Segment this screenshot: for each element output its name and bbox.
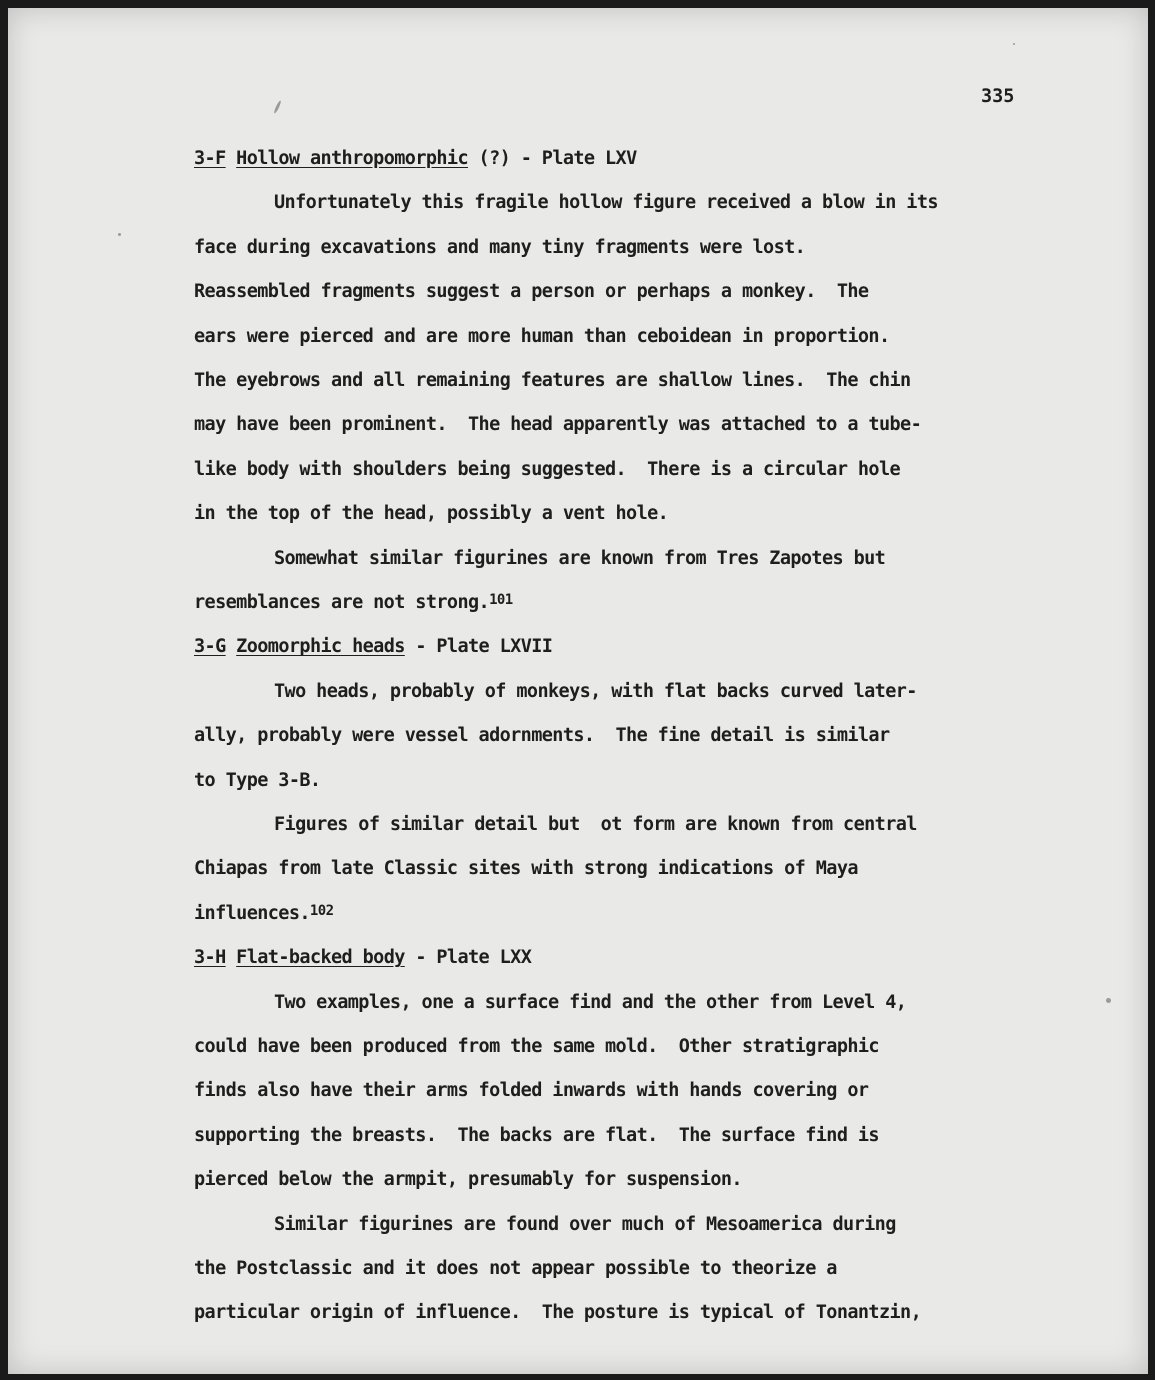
- section-heading: [194, 148, 637, 169]
- body-line: [274, 992, 906, 1013]
- section-plate-ref: - Plate LXX: [404, 947, 532, 969]
- body-text: resemblances are not strong.: [194, 592, 490, 613]
- section-heading: [194, 636, 552, 657]
- body-text: influences.: [194, 902, 310, 924]
- footnote-ref: 101: [489, 592, 513, 608]
- page-number: 335: [981, 86, 1015, 107]
- section-code: 3-H: [194, 947, 226, 969]
- section-title: Zoomorphic heads: [236, 636, 405, 658]
- body-line: [194, 370, 911, 391]
- section-title: Hollow anthropomorphic: [236, 148, 469, 169]
- body-line: [194, 237, 805, 258]
- body-text: in the top of the head, possibly a vent hole.: [194, 503, 669, 525]
- body-text: may have been prominent. The head apparently was attached to a tube-: [194, 414, 922, 436]
- body-text: Two examples, one a surface find and the other from Level 4,: [274, 991, 907, 1013]
- body-text: ally, probably were vessel adornments. The fine detail is similar: [194, 725, 890, 747]
- section-title: Flat-backed body: [236, 947, 405, 969]
- body-line: [274, 192, 938, 213]
- body-line: [194, 858, 858, 879]
- body-line: [194, 281, 868, 302]
- body-line: [194, 1125, 879, 1146]
- body-line: [194, 592, 513, 613]
- section-code: 3-F: [194, 148, 226, 169]
- body-line: [194, 503, 668, 524]
- document-page: [8, 8, 1148, 1374]
- body-text: Unfortunately this fragile hollow figure received a blow in its: [274, 192, 938, 214]
- section-code: 3-G: [194, 636, 226, 658]
- body-text: The eyebrows and all remaining features are shallow lines. The chin: [194, 370, 911, 391]
- footnote-ref: 102: [309, 902, 334, 919]
- body-line: [194, 459, 900, 480]
- body-line: [194, 326, 890, 347]
- body-line: [274, 814, 917, 835]
- body-text: Similar figurines are found over much of Mesoamerica during: [274, 1213, 896, 1235]
- body-text: pierced below the armpit, presumably for suspension.: [194, 1169, 742, 1191]
- body-line: [194, 1258, 837, 1279]
- body-text: the Postclassic and it does not appear possible to theorize a: [194, 1258, 837, 1279]
- body-text: Two heads, probably of monkeys, with flat backs curved later-: [274, 680, 917, 702]
- body-text: face during excavations and many tiny fragments were lost.: [194, 236, 806, 258]
- body-line: [194, 770, 320, 791]
- body-text: particular origin of influence. The posture is typical of Tonantzin,: [194, 1302, 922, 1324]
- body-text: finds also have their arms folded inwards with hands covering or: [194, 1080, 869, 1102]
- body-text: to Type 3-B.: [194, 769, 321, 791]
- body-line: [194, 1036, 879, 1057]
- body-text: supporting the breasts. The backs are flat. The surface find is: [194, 1124, 879, 1146]
- section-plate-ref: - Plate LXVII: [404, 636, 553, 658]
- body-text: Reassembled fragments suggest a person or perhaps a monkey. The: [194, 281, 869, 303]
- section-plate-ref: (?) - Plate LXV: [468, 148, 637, 169]
- body-line: [194, 1302, 921, 1323]
- body-text: could have been produced from the same mold. Other stratigraphic: [194, 1036, 879, 1057]
- body-text: Somewhat similar figurines are known from Tres Zapotes but: [274, 547, 886, 569]
- body-text: Chiapas from late Classic sites with strong indications of Maya: [194, 858, 858, 880]
- body-line: [194, 725, 890, 746]
- body-text: Figures of similar detail but ot form are known from central: [274, 814, 917, 835]
- body-line: [274, 548, 885, 569]
- body-line: [194, 1169, 742, 1190]
- body-line: [194, 1080, 868, 1101]
- body-text: like body with shoulders being suggested. There is a circular hole: [194, 458, 901, 480]
- body-text: ears were pierced and are more human than ceboidean in proportion.: [194, 325, 890, 347]
- section-heading: [194, 947, 531, 968]
- body-line: [194, 903, 333, 924]
- document-body: [8, 8, 1148, 1374]
- body-line: [274, 681, 917, 702]
- body-line: [274, 1214, 896, 1235]
- body-line: [194, 414, 921, 435]
